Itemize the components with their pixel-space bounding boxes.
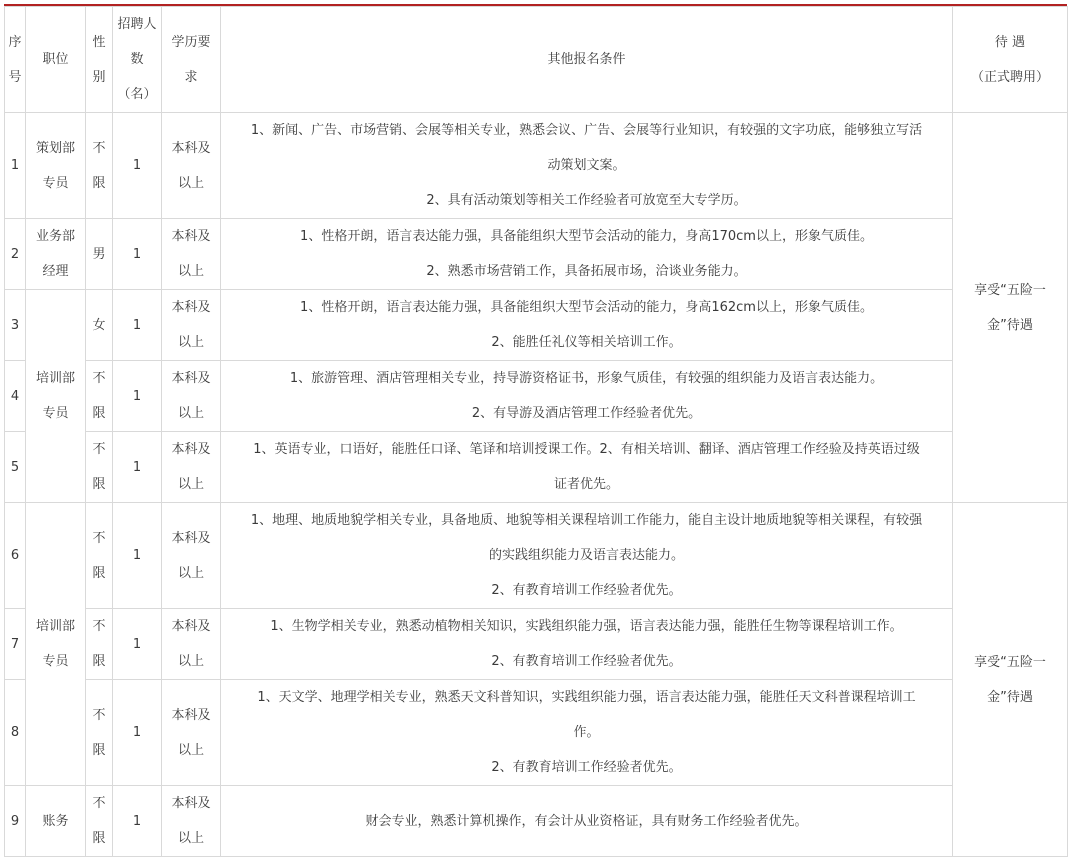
gender-line: 限 — [92, 406, 106, 421]
education-line: 本科及 — [171, 530, 211, 546]
position-cell — [26, 503, 86, 786]
gender-line: 不 — [92, 530, 106, 546]
education-line: 以上 — [177, 831, 204, 846]
gender-cell — [86, 680, 113, 786]
position-cell — [26, 113, 86, 219]
header-count-line: 招聘人 — [117, 17, 157, 32]
count-cell: 1 — [113, 113, 162, 219]
benefits-cell — [953, 113, 1068, 503]
position-line: 培训部 — [35, 619, 75, 634]
table-row — [5, 786, 1068, 857]
row-no: 7 — [5, 609, 26, 680]
education-line: 以上 — [177, 477, 204, 492]
conditions-cell — [221, 113, 953, 219]
position-line: 专员 — [42, 175, 69, 191]
gender-line: 不 — [92, 796, 106, 811]
row-no: 4 — [5, 361, 26, 432]
header-benefits-line: 待 遇 — [994, 34, 1026, 50]
header-benefits — [953, 7, 1068, 113]
condition-line: 的实践组织能力及语言表达能力。 — [488, 548, 684, 563]
header-education — [162, 7, 221, 113]
header-gender — [86, 7, 113, 113]
benefit-line: 金”待遇 — [987, 689, 1033, 705]
education-cell — [162, 219, 221, 290]
row-no: 3 — [5, 290, 26, 361]
header-education-line: 求 — [184, 69, 198, 85]
row-no: 8 — [5, 680, 26, 786]
count-cell: 1 — [113, 680, 162, 786]
conditions-cell — [221, 609, 953, 680]
count-cell: 1 — [113, 609, 162, 680]
header-count-line: （名） — [117, 87, 157, 102]
gender-line: 男 — [92, 246, 106, 262]
gender-cell — [86, 432, 113, 503]
education-cell — [162, 290, 221, 361]
count-cell: 1 — [113, 432, 162, 503]
gender-line: 女 — [92, 317, 106, 333]
row-no: 1 — [5, 113, 26, 219]
condition-line: 2、有教育培训工作经验者优先。 — [491, 654, 682, 669]
condition-line: 1、旅游管理、酒店管理相关专业，持导游资格证书，形象气质佳，有较强的组织能力及语言表达能力。 — [289, 371, 884, 386]
position-line: 策划部 — [35, 140, 75, 156]
table-row — [5, 219, 1068, 290]
benefit-line: 享受“五险一 — [974, 282, 1046, 298]
header-no-line: 号 — [8, 69, 22, 85]
education-line: 本科及 — [171, 707, 211, 723]
condition-line: 2、有导游及酒店管理工作经验者优先。 — [471, 406, 702, 421]
header-gender-line: 性 — [92, 34, 106, 50]
gender-line: 不 — [92, 619, 106, 634]
conditions-cell — [221, 432, 953, 503]
education-line: 本科及 — [171, 442, 211, 457]
position-line: 培训部 — [35, 371, 75, 386]
count-cell: 1 — [113, 290, 162, 361]
condition-line: 动策划文案。 — [547, 158, 626, 173]
condition-line: 1、天文学、地理学相关专业，熟悉天文科普知识，实践组织能力强，语言表达能力强，能胜任天文科普课程培训工 — [257, 690, 916, 705]
gender-cell — [86, 503, 113, 609]
row-no: 5 — [5, 432, 26, 503]
gender-line: 不 — [92, 707, 106, 723]
conditions-cell — [221, 219, 953, 290]
condition-line: 2、有教育培训工作经验者优先。 — [491, 583, 682, 598]
education-cell — [162, 503, 221, 609]
position-line: 专员 — [42, 654, 69, 669]
recruitment-table — [4, 6, 1068, 857]
table-row — [5, 290, 1068, 361]
education-cell — [162, 432, 221, 503]
gender-cell — [86, 361, 113, 432]
education-line: 本科及 — [171, 229, 211, 244]
row-no: 2 — [5, 219, 26, 290]
education-line: 以上 — [177, 654, 204, 669]
condition-line: 2、有教育培训工作经验者优先。 — [491, 760, 682, 775]
position-cell — [26, 290, 86, 503]
table-row — [5, 503, 1068, 609]
gender-line: 限 — [92, 175, 106, 191]
education-cell — [162, 361, 221, 432]
header-education-line: 学历要 — [171, 34, 211, 50]
header-conditions: 其他报名条件 — [221, 7, 953, 113]
condition-line: 1、新闻、广告、市场营销、会展等相关专业，熟悉会议、广告、会展等行业知识，有较强的文字功底，能够独立写活 — [250, 123, 923, 138]
position-line: 账务 — [42, 813, 69, 829]
gender-line: 限 — [92, 654, 106, 669]
gender-line: 限 — [92, 742, 106, 758]
conditions-cell — [221, 503, 953, 609]
education-line: 以上 — [177, 175, 204, 191]
gender-line: 不 — [92, 371, 106, 386]
condition-line: 1、生物学相关专业，熟悉动植物相关知识，实践组织能力强，语言表达能力强，能胜任生物等课程培训工作。 — [270, 619, 903, 634]
benefit-line: 享受“五险一 — [974, 654, 1046, 670]
gender-line: 限 — [92, 565, 106, 581]
education-line: 以上 — [177, 565, 204, 581]
count-cell: 1 — [113, 219, 162, 290]
conditions-cell — [221, 290, 953, 361]
gender-cell — [86, 609, 113, 680]
position-cell — [26, 219, 86, 290]
condition-line: 1、性格开朗，语言表达能力强，具备能组织大型节会活动的能力，身高170cm以上，形象气质佳。 — [300, 229, 873, 244]
count-cell: 1 — [113, 361, 162, 432]
condition-line: 作。 — [573, 725, 600, 740]
header-no-line: 序 — [8, 34, 22, 50]
education-cell — [162, 680, 221, 786]
gender-cell — [86, 786, 113, 857]
condition-line: 1、性格开朗，语言表达能力强，具备能组织大型节会活动的能力，身高162cm以上，形象气质佳。 — [300, 300, 873, 315]
header-position: 职位 — [26, 7, 86, 113]
gender-line: 不 — [92, 442, 106, 457]
benefits-cell — [953, 503, 1068, 857]
row-no: 6 — [5, 503, 26, 609]
conditions-cell — [221, 361, 953, 432]
education-line: 以上 — [177, 406, 204, 421]
education-line: 本科及 — [171, 619, 211, 634]
table-row — [5, 113, 1068, 219]
education-line: 本科及 — [171, 796, 211, 811]
education-line: 以上 — [177, 335, 204, 350]
gender-line: 限 — [92, 831, 106, 846]
education-cell — [162, 786, 221, 857]
position-line: 专员 — [42, 406, 69, 421]
condition-line: 财会专业，熟悉计算机操作，有会计从业资格证，具有财务工作经验者优先。 — [365, 813, 808, 829]
count-cell: 1 — [113, 503, 162, 609]
condition-line: 证者优先。 — [553, 477, 619, 492]
education-line: 本科及 — [171, 371, 211, 386]
education-cell — [162, 609, 221, 680]
education-line: 本科及 — [171, 300, 211, 315]
table-row — [5, 609, 1068, 680]
condition-line: 2、具有活动策划等相关工作经验者可放宽至大专学历。 — [426, 193, 747, 208]
row-no: 9 — [5, 786, 26, 857]
header-count — [113, 7, 162, 113]
condition-line: 1、地理、地质地貌学相关专业，具备地质、地貌等相关课程培训工作能力，能自主设计地质地貌等相关课程，有较强 — [250, 513, 923, 528]
header-count-line: 数 — [130, 52, 144, 67]
gender-line: 不 — [92, 140, 106, 156]
table-row — [5, 432, 1068, 503]
education-line: 以上 — [177, 742, 204, 758]
condition-line: 2、熟悉市场营销工作，具备拓展市场，洽谈业务能力。 — [426, 264, 747, 279]
count-cell: 1 — [113, 786, 162, 857]
gender-line: 限 — [92, 477, 106, 492]
conditions-cell — [221, 786, 953, 857]
benefit-line: 金”待遇 — [987, 317, 1033, 333]
position-line: 业务部 — [35, 229, 75, 244]
position-cell — [26, 786, 86, 857]
conditions-cell — [221, 680, 953, 786]
position-line: 经理 — [42, 264, 69, 279]
header-row — [5, 7, 1068, 113]
gender-cell — [86, 113, 113, 219]
condition-line: 1、英语专业，口语好，能胜任口译、笔译和培训授课工作。2、有相关培训、翻译、酒店管理工作经验及持英语过级 — [253, 442, 920, 457]
gender-cell — [86, 219, 113, 290]
header-benefits-line: （正式聘用） — [970, 69, 1049, 85]
header-no — [5, 7, 26, 113]
gender-cell — [86, 290, 113, 361]
education-line: 以上 — [177, 264, 204, 279]
header-gender-line: 别 — [92, 69, 106, 85]
table-row — [5, 680, 1068, 786]
table-row — [5, 361, 1068, 432]
education-line: 本科及 — [171, 140, 211, 156]
education-cell — [162, 113, 221, 219]
condition-line: 2、能胜任礼仪等相关培训工作。 — [491, 335, 682, 350]
